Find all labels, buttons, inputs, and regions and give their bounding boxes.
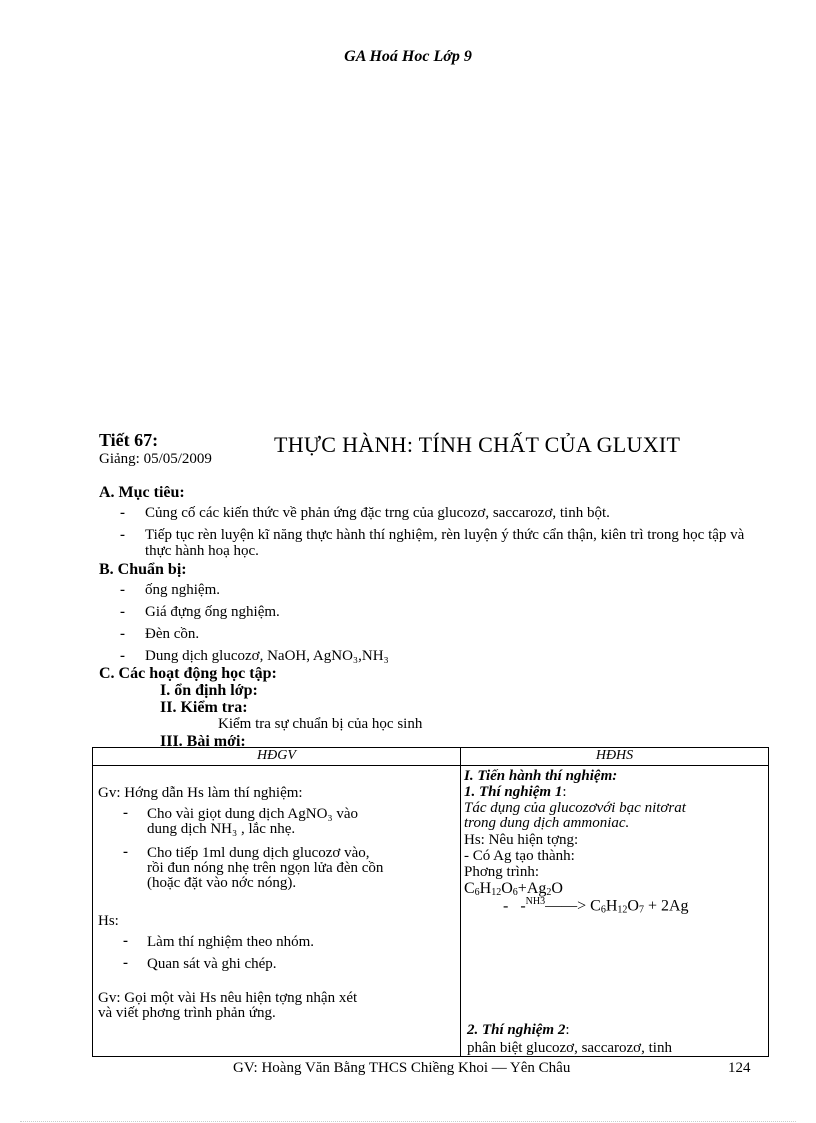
bullet-dash: -	[120, 527, 125, 543]
page-number: 124	[728, 1060, 751, 1076]
bullet-dash: -	[123, 805, 128, 821]
gv-final-instruction: Gv: Gọi một vài Hs nêu hiện tợng nhận xét và viết phơng trình phản ứng.	[98, 990, 358, 1021]
teacher-activities	[93, 766, 461, 1057]
footer-author: GV: Hoàng Văn Bằng THCS Chiềng Khoi — Yên Châu	[233, 1060, 571, 1076]
bullet-dash: -	[120, 648, 125, 664]
gv-step-1: - Cho vài giọt dung dịch AgNO₃ vào dung dịch NH₃ , lắc nhẹ.	[123, 805, 359, 837]
experiment-1-description: Tác dụng của glucozơvới bạc nitơrat trong dung dịch ammoniac.	[464, 800, 686, 831]
student-activities	[461, 766, 769, 1057]
gv-step-2: - Cho tiếp 1ml dung dịch glucozơ vào, rồi đun nóng nhẹ trên ngọn lửa đèn cồn (hoặc đặt vào nớc nóng).	[123, 844, 384, 891]
equation-products: - -$^{NH3}$——> $C_6H_{12}O_7 + 2Ag$	[503, 896, 689, 916]
hs-observation: Hs: Nêu hiện tợng:	[464, 832, 579, 848]
page-bottom-divider	[20, 1121, 796, 1122]
gv-intro: Gv: Hớng dẫn Hs làm thí nghiệm:	[98, 785, 303, 801]
lesson-title: THỰC HÀNH: TÍNH CHẤT CỦA GLUXIT	[274, 432, 681, 457]
equipment-item: - ống nghiệm.	[120, 582, 220, 598]
subsection-1: I. ổn định lớp:	[160, 682, 258, 699]
bullet-dash: -	[120, 582, 125, 598]
section-c-heading: C. Các hoạt động học tập:	[99, 665, 277, 682]
page-footer	[233, 1060, 751, 1077]
section-a-heading: A. Mục tiêu:	[99, 484, 185, 501]
equation-label: Phơng trình:	[464, 864, 540, 880]
hs-heading: I. Tiến hành thí nghiệm:	[464, 768, 618, 784]
objective-item: - Tiếp tục rèn luyện kĩ năng thực hành thí nghiệm, rèn luyện ý thức cẩn thận, kiên trì trong học tập và thực hành hoạ học.	[120, 527, 745, 559]
equipment-item: - Dung dịch glucozơ, NaOH, AgNO₃,NH₃	[120, 648, 389, 664]
subsection-3: III. Bài mới:	[160, 733, 246, 750]
experiment-1-title: 1. Thí nghiệm 1:	[464, 784, 567, 800]
equation-reactants: $C_6H_{12}O_6+Ag_2O$	[464, 880, 563, 898]
observation-result: - Có Ag tạo thành:	[464, 848, 575, 864]
subsection-2-text: Kiểm tra sự chuẩn bị của học sinh	[218, 716, 423, 732]
gv-hs-label: Hs:	[98, 913, 119, 929]
bullet-dash: -	[120, 505, 125, 521]
teacher-column-header: HĐGV	[93, 748, 461, 766]
catalyst-label: NH3	[525, 896, 546, 907]
hs-task: - Quan sát và ghi chép.	[123, 955, 277, 972]
experiment-2-description: phân biệt glucozơ, saccarozơ, tinh	[467, 1040, 672, 1056]
equipment-item: - Giá đựng ống nghiệm.	[120, 604, 280, 620]
equipment-item: - Đèn cồn.	[120, 626, 200, 642]
lesson-number: Tiết 67:	[99, 430, 159, 450]
bullet-dash: -	[123, 933, 128, 949]
bullet-dash: -	[120, 626, 125, 642]
bullet-dash: -	[123, 955, 128, 971]
bullet-dash: -	[123, 844, 128, 860]
activities-table	[92, 747, 769, 1057]
subsection-2: II. Kiểm tra:	[160, 699, 248, 716]
page-header: GA Hoá Hoc Lớp 9	[344, 48, 472, 65]
hs-task: - Làm thí nghiệm theo nhóm.	[123, 933, 315, 950]
experiment-2-title: 2. Thí nghiệm 2:	[467, 1022, 570, 1038]
section-b-heading: B. Chuẩn bị:	[99, 561, 187, 578]
lesson-date: Giảng: 05/05/2009	[99, 451, 212, 467]
student-column-header: HĐHS	[461, 748, 769, 766]
bullet-dash: -	[120, 604, 125, 620]
objective-item: - Củng cố các kiến thức về phản ứng đặc trng của glucozơ, saccarozơ, tinh bột.	[120, 505, 610, 521]
